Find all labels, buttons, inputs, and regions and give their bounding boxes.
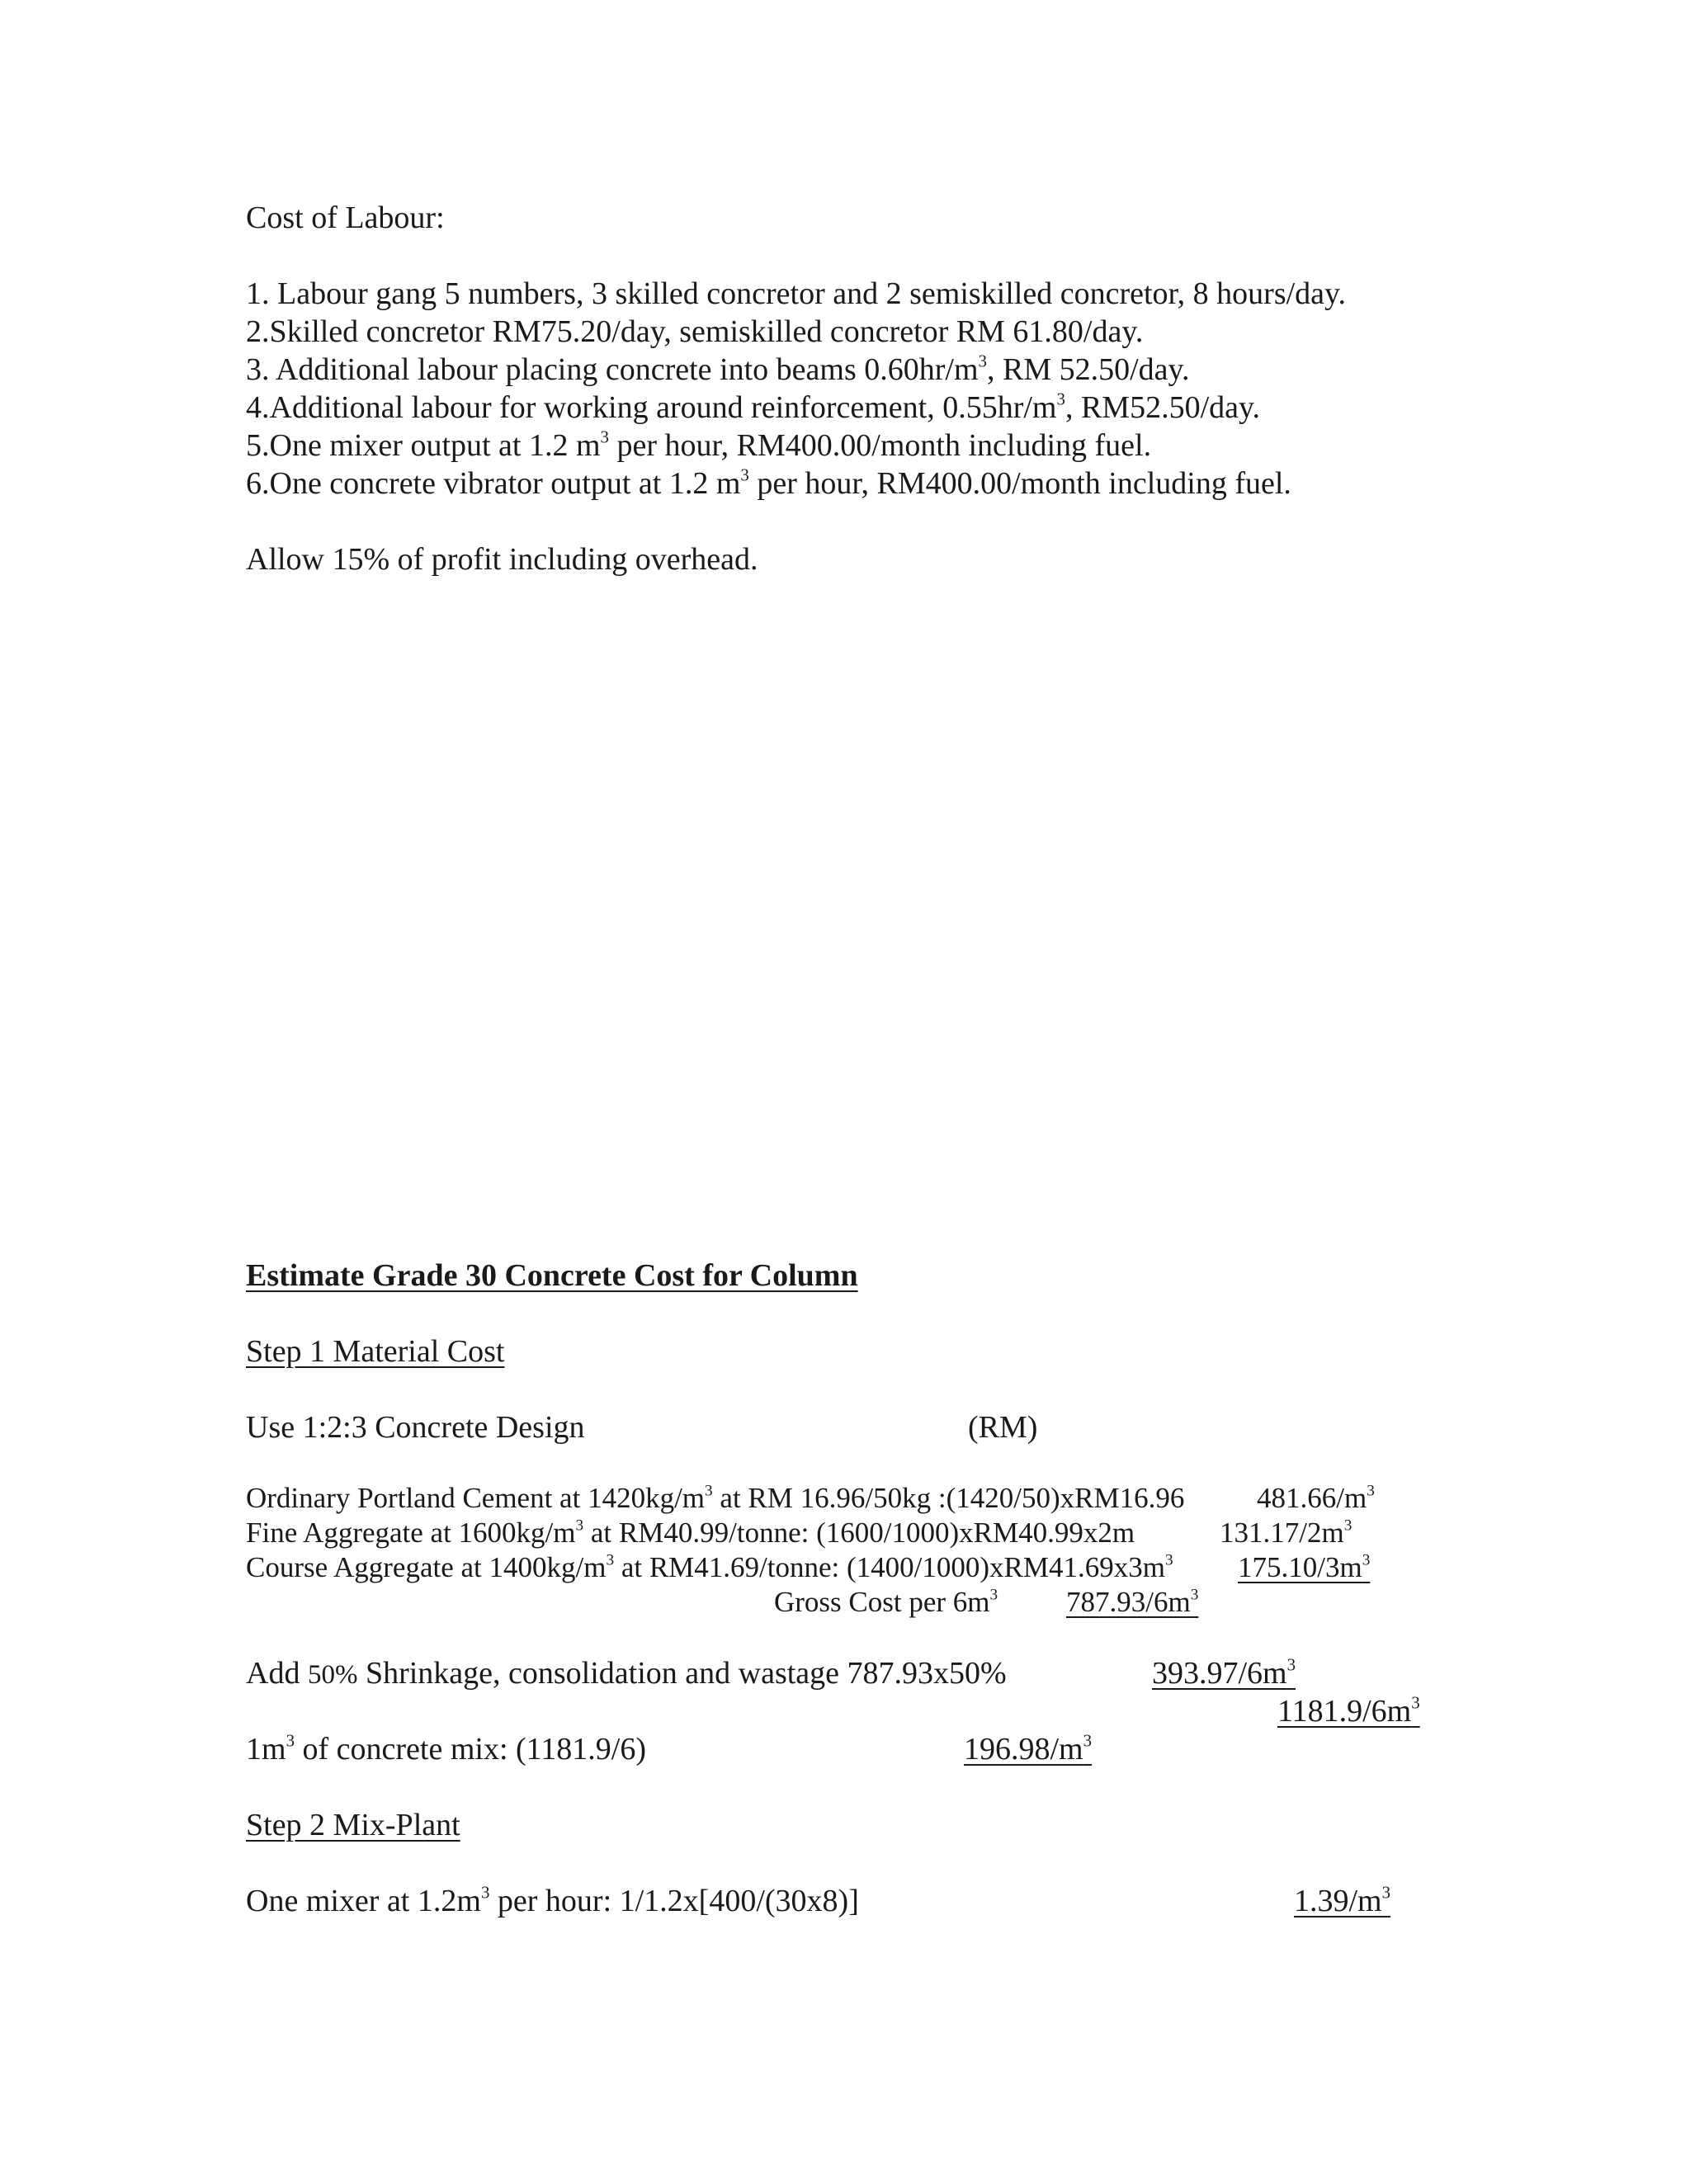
gross-cost-label: Gross Cost per $6m^3$ [774, 1586, 998, 1618]
material-fine-aggregate-amount: $131.17/2m^3$ [1220, 1517, 1352, 1549]
labour-item-4: 4.Additional labour for working around reinforcement, $0.55hr/m^3$, RM52.50/day. [246, 389, 1261, 425]
concrete-design: Use 1:2:3 Concrete Design [246, 1410, 585, 1445]
gross-cost-value: $787.93/6m^3$ [1066, 1586, 1199, 1618]
shrinkage-value: $393.97/6m^3$ [1152, 1654, 1296, 1691]
labour-item-3: 3. Additional labour placing concrete into beams $0.60hr/m^3$, RM 52.50/day. [246, 351, 1190, 387]
labour-item-6: 6.One concrete vibrator output at 1.2 $m^3$ per hour, RM400.00/month including fuel. [246, 465, 1291, 501]
step2-heading: Step 2 Mix-Plant [246, 1808, 460, 1842]
mixer-label: One mixer at $1.2m^3$ per hour: 1/1.2x[400/(30x8)] [246, 1882, 859, 1918]
material-cement: Ordinary Portland Cement at $1420kg/m^3$ at RM 16.96/50kg :(1420/50)xRM16.96 [246, 1482, 1185, 1514]
material-fine-aggregate: Fine Aggregate at $1600kg/m^3$ at RM40.99/tonne: (1600/1000)xRM40.99x2m [246, 1517, 1135, 1549]
shrinkage-label: Add 50% Shrinkage, consolidation and wastage 787.93x50% [246, 1656, 1007, 1691]
unit-label: (RM) [968, 1410, 1038, 1445]
labour-item-1: 1. Labour gang 5 numbers, 3 skilled concretor and 2 semiskilled concretor, 8 hours/day. [246, 276, 1347, 311]
material-cement-amount: $481.66/m^3$ [1257, 1482, 1375, 1514]
total-value: $1181.9/6m^3$ [1277, 1692, 1420, 1729]
material-course-aggregate-amount: $175.10/3m^3$ [1238, 1551, 1371, 1583]
per-m3-label: $1m^3$ of concrete mix: (1181.9/6) [246, 1730, 646, 1767]
estimate-title: Estimate Grade 30 Concrete Cost for Column [246, 1258, 858, 1293]
profit-note: Allow 15% of profit including overhead. [246, 542, 758, 577]
labour-item-5: 5.One mixer output at 1.2 $m^3$ per hour, RM400.00/month including fuel. [246, 427, 1152, 463]
mixer-value: $1.39/m^3$ [1294, 1882, 1391, 1918]
material-course-aggregate: Course Aggregate at $1400kg/m^3$ at RM41.69/tonne: $(1400/1000)xRM41.69x3m^3$ [246, 1551, 1173, 1583]
labour-item-2: 2.Skilled concretor RM75.20/day, semiskilled concretor RM 61.80/day. [246, 314, 1144, 349]
labour-heading: Cost of Labour: [246, 200, 445, 235]
step1-heading: Step 1 Material Cost [246, 1334, 505, 1369]
per-m3-value: $196.98/m^3$ [964, 1730, 1093, 1767]
